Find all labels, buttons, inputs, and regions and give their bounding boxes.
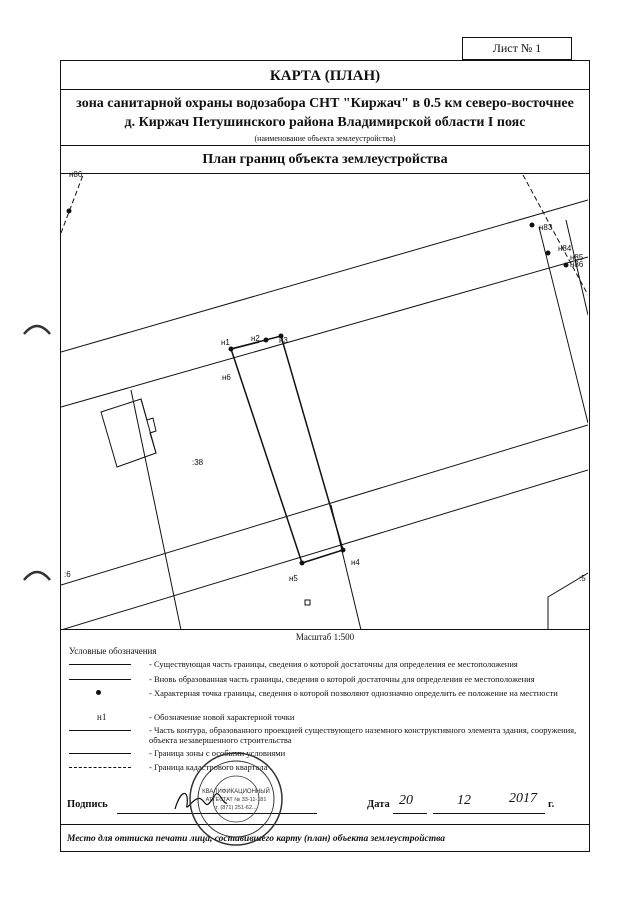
signature-label: Подпись [67, 799, 108, 810]
date-day-line [393, 813, 427, 814]
object-name [61, 94, 589, 132]
road-edge-line [61, 200, 588, 352]
point-label-n84: н84 [558, 244, 572, 253]
point-n2 [264, 338, 268, 342]
cadastral-boundary [61, 175, 83, 233]
divider [61, 824, 589, 825]
legend-text: - Вновь образованная часть границы, сведения о которой достаточны для определения ее местоположения [149, 674, 535, 684]
legend-line-symbol [69, 730, 131, 731]
binder-hole-mark [22, 320, 52, 340]
legend-line-symbol [69, 679, 131, 680]
legend-text: - Характерная точка границы, сведения о которой позволяют однозначно определить ее положение на местности [149, 688, 558, 698]
building-outline [101, 399, 156, 467]
date-year: 2017 [509, 791, 537, 806]
point-label-n85: н85 [570, 253, 584, 262]
point-label-n1: н1 [221, 338, 230, 347]
point-label-n83: н83 [539, 223, 553, 232]
legend-line-symbol [69, 753, 131, 754]
document-frame [60, 60, 590, 852]
legend-text: - Обозначение новой характерной точки [149, 712, 295, 722]
road-edge-line [61, 257, 588, 407]
divider [61, 145, 589, 146]
divider [61, 89, 589, 90]
point-label-n86: н86 [570, 260, 584, 269]
legend-dot-symbol [96, 690, 101, 695]
legend-line-symbol [69, 664, 131, 665]
point-label-n6: н6 [222, 373, 231, 382]
date-day: 20 [399, 793, 413, 808]
legend-item-new-point [69, 712, 583, 724]
legend-title: Условные обозначения [69, 646, 157, 656]
point-n4 [341, 548, 345, 552]
parcel-label-38: :38 [192, 458, 204, 467]
point-label-n4: н4 [351, 558, 360, 567]
object-name-caption: (наименование объекта землеустройства) [254, 134, 396, 143]
legend-item-point [69, 688, 583, 710]
legend-line-symbol [69, 767, 131, 768]
stamp-text: т. (871) 251-62... [215, 805, 257, 811]
marker-square [305, 600, 310, 605]
stamp-text: КВАЛИФИКАЦИОННЫЙ [202, 789, 270, 795]
sheet-number-box [462, 37, 572, 60]
point-n86 [67, 209, 71, 213]
point-label-n2: н2 [251, 334, 260, 343]
point-n83 [530, 223, 534, 227]
divider [61, 629, 589, 630]
point-n1 [229, 347, 233, 351]
legend-point-symbol: н1 [97, 712, 107, 722]
legend-item-new-boundary [69, 674, 583, 686]
road-edge-line [61, 470, 588, 630]
object-name-line2: д. Киржач Петушинского района Владимирской области I пояс [124, 115, 526, 130]
stamp-text: АТТЕСТАТ № 33-11-181 [205, 797, 267, 803]
legend-text: - Часть контура, образованного проекцией существующего наземного конструктивного элемента здания, сооружения, объекта незавершенного строительства [149, 725, 577, 745]
stamp-place-note: Место для оттиска печати лица, составившего карту (план) объекта землеустройства [67, 834, 446, 844]
point-n85 [564, 263, 568, 267]
legend-text: - Существующая часть границы, сведения о которой достаточны для определения ее местоположения [149, 659, 518, 669]
parcel-label-5: :5 [579, 574, 586, 583]
document-title: КАРТА (ПЛАН) [269, 68, 381, 84]
date-month-line [433, 813, 513, 814]
plan-title: План границ объекта землеустройства [202, 152, 448, 167]
binder-hole-mark [22, 566, 52, 586]
new-parcel-boundary [231, 336, 343, 563]
cadastral-engineer-stamp [181, 747, 291, 851]
point-label-n5: н5 [289, 574, 298, 583]
boundary-plan-map [61, 170, 588, 630]
legend-item-building-contour [69, 725, 583, 747]
legend-text: - Граница кадастрового квартала [149, 762, 268, 772]
legend-text: - Граница зоны с особыми условиями [149, 748, 286, 758]
divider [61, 173, 589, 174]
legend-item-existing-boundary [69, 659, 583, 671]
date-month: 12 [457, 793, 471, 808]
object-name-line1: зона санитарной охраны водозабора СНТ "Киржач" в 0.5 км северо-восточнее [76, 96, 574, 111]
date-label: Дата [367, 799, 390, 810]
road-edge-line [61, 425, 588, 585]
date-year-line [513, 813, 545, 814]
point-n5 [300, 561, 304, 565]
street-edge-line [131, 390, 181, 630]
parcel-label-6: :6 [64, 570, 71, 579]
cadastral-boundary [523, 175, 588, 295]
new-parcel-boundary [231, 342, 259, 349]
date-year-suffix: г. [548, 799, 555, 810]
point-n84 [546, 251, 550, 255]
point-label-n3: н3 [279, 336, 288, 345]
legend-item-special-zone [69, 748, 583, 760]
point-label-n86-top: н86 [69, 170, 83, 179]
legend-item-cadastral-quarter [69, 762, 583, 774]
sheet-number: Лист № 1 [492, 41, 542, 55]
map-scale: Масштаб 1:500 [295, 632, 355, 642]
